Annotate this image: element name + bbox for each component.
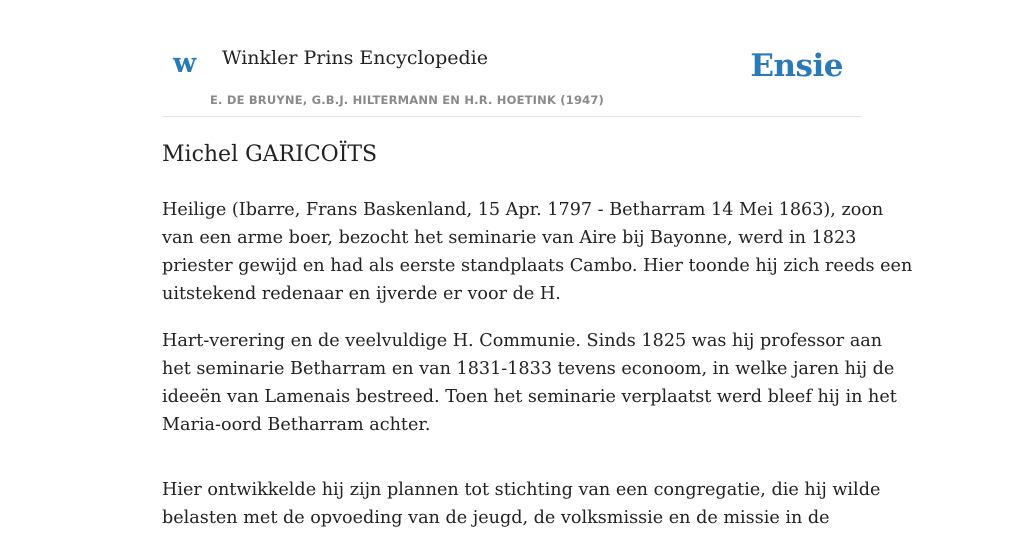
paragraph-line: Maria-oord Betharram achter. (162, 415, 431, 435)
paragraph-line: priester gewijd en had als eerste standplaats Cambo. Hier toonde hij zich reeds een (162, 256, 913, 276)
article-title: Michel GARICOÏTS (162, 142, 378, 167)
article (162, 140, 913, 551)
article-paragraph (162, 476, 881, 532)
site-logo-icon[interactable]: w (173, 48, 197, 79)
site-title[interactable]: Winkler Prins Encyclopedie (222, 47, 488, 69)
paragraph-line: van een arme boer, bezocht het seminarie van Aire bij Bayonne, werd in 1823 (162, 228, 857, 248)
article-paragraph (162, 196, 913, 308)
paragraph-line: Hart-verering en de veelvuldige H. Communie. Sinds 1825 was hij professor aan (162, 331, 883, 351)
paragraph-line: Hier ontwikkelde hij zijn plannen tot stichting van een congregatie, die hij wilde (162, 480, 881, 500)
paragraph-line: Heilige (Ibarre, Frans Baskenland, 15 Apr. 1797 - Betharram 14 Mei 1863), zoon (162, 200, 884, 220)
paragraph-line: uitstekend redenaar en ijverde er voor de H. (162, 284, 561, 304)
paragraph-line: belasten met de opvoeding van de jeugd, de volksmissie en de missie in de (162, 508, 830, 528)
brand-logo[interactable]: Ensie (750, 48, 843, 84)
site-subtitle: E. DE BRUYNE, G.B.J. HILTERMANN EN H.R. HOETINK (1947) (210, 93, 605, 107)
site-header (162, 0, 862, 117)
article-paragraph (162, 327, 897, 439)
paragraph-line: ideeën van Lamenais bestreed. Toen het seminarie verplaatst werd bleef hij in het (162, 387, 897, 407)
paragraph-line: het seminarie Betharram en van 1831-1833 tevens econoom, in welke jaren hij de (162, 359, 895, 379)
